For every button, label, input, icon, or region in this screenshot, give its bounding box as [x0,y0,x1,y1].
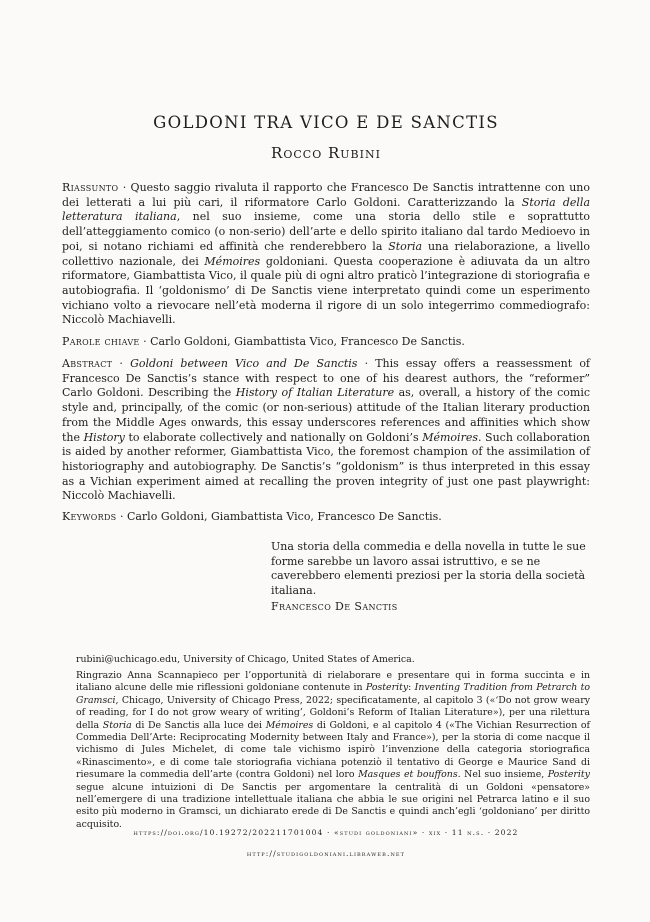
ack-text: Ringrazio Anna Scannapieco per l’opportunità di rielaborare e presentare qui in forma succinta e in italiano alcune delle mie riflessioni goldoniane contenute in [76,670,590,694]
acknowledgment-note [76,670,590,831]
url-footer: http://studigoldoniani.libraweb.net [246,849,406,858]
epigraph [271,540,591,615]
abstract-italic: History of Italian Literature [235,386,395,400]
riassunto-paragraph [62,181,590,328]
riassunto-label: Riassunto [62,181,119,194]
affiliation-note: rubini@uchicago.edu, University of Chicago, United States of America. [76,654,415,665]
ack-text: , Chicago, University of Chicago Press, 2022; specificatamente, al capitolo 3 («‘Do not grow weary of reading, for I do not grow weary of writing’, Goldoni’s Reform of Italian Literature»), per una rilettura della [76,694,590,731]
riassunto-text: , nel suo insieme, come una storia dello stile e soprattutto dell’atteggiamento comico (o non-serio) dell’arte e dello spirito italiano dal tardo Medioevo in poi, si notano richiami ed affinità che renderebbero la [62,210,590,253]
parole-chiave-paragraph [62,335,590,350]
epigraph-text: Una storia della commedia e della novella in tutte le sue forme sarebbe un lavoro assai istruttivo, e se ne caverebbero elementi preziosi per la storia della società italiana. [271,540,586,598]
keywords-sep: · [116,510,127,523]
article-author: Rocco Rubini [271,144,381,162]
parole-chiave-sep: · [139,335,151,348]
abstract-italic: Mémoires [422,430,478,444]
epigraph-author: Francesco De Sanctis [271,599,398,613]
ack-italic: Inventing Tradition from Petrarch to Gramsci [76,682,591,706]
ack-italic: Posterity [365,682,409,694]
parole-chiave-label: Parole chiave [62,335,140,348]
abstract-sep: · [112,357,131,370]
ack-text: di De Sanctis alla luce dei [131,719,266,731]
abstract-paragraph [62,357,590,504]
riassunto-text: una rielaborazione, a livello collettivo nazionale, dei [62,239,590,268]
ack-italic: Mémoires [265,719,314,731]
doi-footer: https://doi.org/10.19272/202211701004 · «studi goldoniani» · xix · 11 n.s. · 2022 [133,828,519,837]
riassunto-italic: Storia della letteratura italiana [62,195,591,224]
abstract-italic: Goldoni between Vico and De Sanctis [130,357,358,370]
ack-text: : [408,682,415,694]
abstract-text: to elaborate collectively and nationally on Goldoni’s [124,430,423,444]
ack-text: segue alcune intuizioni di De Sanctis per argomentare la centralità di un Goldoni «pensatore» nell’emergere di una tradizione intellettuale italiana che abbia le sue origini nel Petrarca latino e il suo esito più moderno in Gramsci, un dichiarato erede di De Sanctis e quindi anch’egli ‘goldoniano’ per diritto acquisito. [76,781,590,830]
riassunto-sep: · [118,181,131,194]
ack-text: di Goldoni, e al capitolo 4 («The Vichian Resurrection of Commedia Dell’Arte: Reciprocating Modernity between Italy and France»), per la storia di come nacque il vichismo di Jules Michelet, di come tale vichismo ispirò l’invenzione della categoria storiografica «Rinascimento», e di come tale storiografia vichiana potenziò il tentativo di George e Maurice Sand di riesumare la commedia dell’arte (contra Goldoni) nel loro [76,719,590,781]
abstract-text: · This essay offers a reassessment of Francesco De Sanctis’s stance with respect to one of his dearest authors, the “reformer” Carlo Goldoni. Describing the [62,357,591,400]
ack-text: . Nel suo insieme, [457,769,548,781]
article-title: GOLDONI TRA VICO E DE SANCTIS [153,113,499,132]
riassunto-italic: Storia [388,239,423,253]
abstract-italic: History [83,430,125,444]
ack-italic: Posterity [547,769,590,781]
keywords-label: Keywords [62,510,117,523]
riassunto-text: Questo saggio rivaluta il rapporto che Francesco De Sanctis intrattenne con uno dei letterati a lui più cari, il riformatore Carlo Goldoni. Caratterizzando la [62,181,590,209]
abstract-text: as, overall, a history of the comic style and, principally, of the comic (or non-serious) attitude of the Italian literary production from the Middle Ages onwards, this essay underscores references and affinities which show the [62,386,590,444]
riassunto-text: goldoniani. Questa cooperazione è adiuvata da un altro riformatore, Giambattista Vico, il quale più di ogni altro praticò l’integrazione di storiografia e autobiografia. Il ‘goldonismo’ di De Sanctis viene interpretato quindi come un esperimento vichiano volto a rievocare nell’età moderna il rigore di un solo integerrimo commediografo: Niccolò Machiavelli. [62,254,590,327]
ack-italic: Storia [102,719,132,731]
parole-chiave-text: Carlo Goldoni, Giambattista Vico, Francesco De Sanctis. [150,335,465,348]
abstract-text: . Such collaboration is aided by another reformer, Giambattista Vico, the foremost champion of the assimilation of historiography and autobiography. De Sanctis’s “goldonism” is thus interpreted in this essay as a Vichian experiment aimed at recalling the proven integrity of just one past playwright: Niccolò Machiavelli. [62,430,590,503]
riassunto-italic: Mémoires [204,254,261,268]
abstract-label: Abstract [62,357,113,370]
ack-italic: Masques et bouffons [358,769,458,781]
keywords-text: Carlo Goldoni, Giambattista Vico, Francesco De Sanctis. [126,510,442,523]
keywords-paragraph [62,510,590,525]
